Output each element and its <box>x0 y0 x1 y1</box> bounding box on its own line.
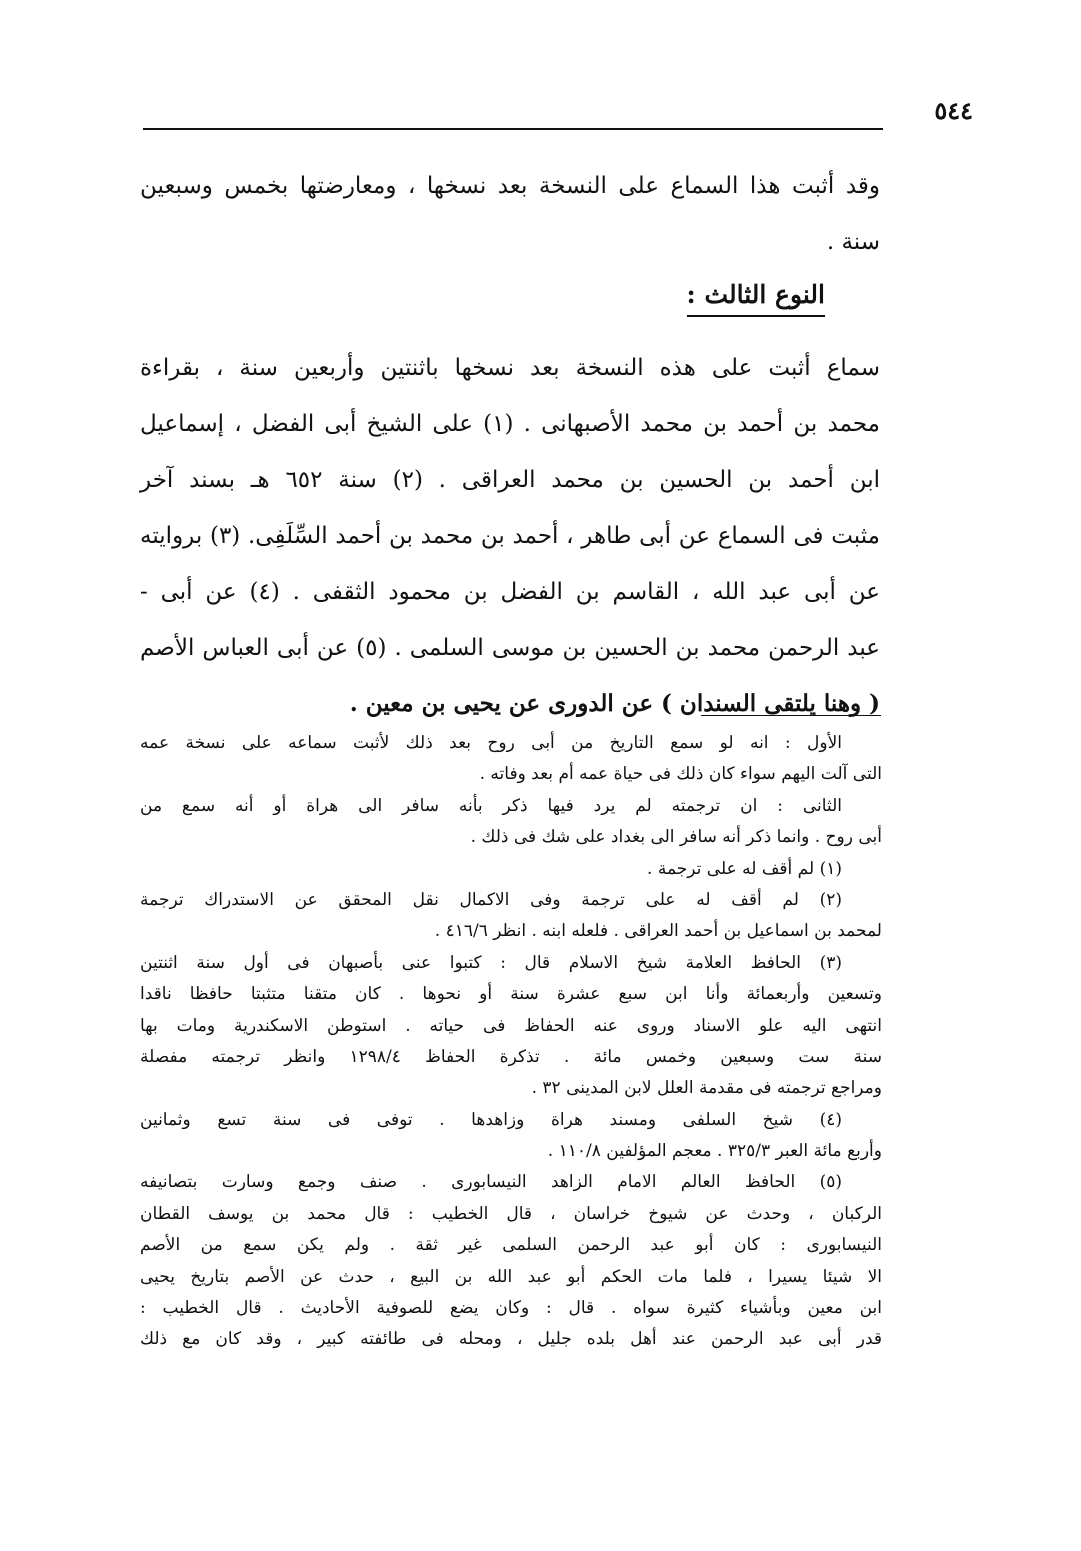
main-line: محمد بن أحمد بن محمد الأصبهانى . (١) على الشيخ أبى الفضل ، إسماعيل <box>140 411 880 437</box>
footnote-line: وتسعين وأربعمائة وأنا ابن سبع عشرة سنة أو نحوها . كان متقنا متثبتا حافظا ناقدا <box>140 984 882 1005</box>
footnotes <box>140 728 882 1356</box>
footnote-line: الأول : انه لو سمع التاريخ من أبى روح بعد ذلك لأثبت سماعه على نسخة عمه <box>140 733 842 753</box>
footnote-line: الثانى : ان ترجمته لم يرد فيها ذكر بأنه سافر الى هراة أو أنه سمع من <box>140 795 842 816</box>
footnote-line: (٣) الحافظ العلامة شيخ الاسلام قال : كتبوا عنى بأصبهان فى أول سنة اثنتين <box>140 952 842 973</box>
intro-paragraph <box>140 158 880 270</box>
footnote-line: وأربع مائة العبر ٣٢٥/٣ . معجم المؤلفين ١١٠/٨ . <box>547 1141 882 1162</box>
footnote-line: التى آلت اليهم سواء كان ذلك فى حياة عمه أم بعد وفاته . <box>479 764 882 785</box>
footnote-line: الا شيئا يسيرا ، فلما مات الحكم أبو عبد الله بن البيع ، حدث عن الأصم بتاريخ يحيى <box>140 1266 882 1287</box>
main-line: عبد الرحمن محمد بن الحسين بن موسى السلمى . (٥) عن أبى العباس الأصم <box>140 635 881 661</box>
header-rule <box>143 128 883 130</box>
main-line: مثبت فى السماع عن أبى طاهر ، أحمد بن محمد بن أحمد السِّلَفِى. (٣) بروايته <box>140 523 880 549</box>
footnote-line: النيسابورى : كان أبو عبد الرحمن السلمى غير ثقة . ولم يكن سمع من الأصم <box>140 1235 882 1256</box>
intro-line: وقد أثبت هذا السماع على النسخة بعد نسخها ، ومعارضتها بخمس وسبعين <box>140 173 880 199</box>
footnote-rule <box>701 715 881 716</box>
footnote-line: ومراجع ترجمته فى مقدمة العلل لابن المدينى ٣٢ . <box>531 1078 882 1099</box>
main-line: ( وهنا يلتقى السندان ) عن الدورى عن يحيى بن معين . <box>349 690 880 717</box>
intro-line: سنة . <box>826 229 880 255</box>
footnote-line: (١) لم أقف له على ترجمة . <box>647 858 842 879</box>
main-paragraph <box>140 340 880 732</box>
footnote-line: ابن معين وبأشياء كثيرة سواه . قال : وكان يضع للصوفية الأحاديث . قال الخطيب : <box>140 1298 882 1319</box>
footnote-line: قدر أبى عبد الرحمن عند أهل بلده جليل ، ومحله فى طائفته كبير ، وقد كان مع ذلك <box>140 1329 882 1350</box>
footnote-line: سنة ست وسبعين وخمس مائة . تذكرة الحفاظ ١٢٩٨/٤ وانظر ترجمته مفصلة <box>140 1046 882 1067</box>
footnote-line: (٤) شيخ السلفى ومسند هراة وزاهدها . توفى فى سنة تسع وثمانين <box>140 1109 842 1130</box>
section-heading: النوع الثالث : <box>687 280 825 317</box>
footnote-line: (٥) الحافظ العالم الامام الزاهد النيسابورى . صنف وجمع وسارت بتصانيفه <box>140 1172 842 1193</box>
footnote-line: لمحمد بن اسماعيل بن أحمد العراقى . فلعله ابنه . انظر ٤١٦/٦ . <box>434 921 882 942</box>
footnote-line: (٢) لم أقف له على ترجمة وفى الاكمال نقل المحقق عن الاستدراك ترجمة <box>140 889 842 910</box>
main-line: ابن أحمد بن الحسين بن محمد العراقى . (٢) سنة ٦٥٢ هـ بسند آخر <box>140 467 881 493</box>
page-number: ٥٤٤ <box>934 96 973 125</box>
footnote-line: انتهى اليه علو الاسناد وروى عنه الحفاظ فى حياته . استوطن الاسكندرية ومات بها <box>140 1015 882 1036</box>
footnote-line: أبى روح . وانما ذكر أنه سافر الى بغداد على شك فى ذلك . <box>470 827 882 848</box>
footnote-line: الركبان ، وحدث عن شيوخ خراسان ، قال الخطيب : قال محمد بن يوسف القطان <box>140 1203 882 1224</box>
main-line: سماع أثبت على هذه النسخة بعد نسخها باثنتين وأربعين سنة ، بقراءة <box>140 355 880 381</box>
main-line: عن أبى عبد الله ، القاسم بن الفضل بن محمود الثقفى . (٤) عن أبى - <box>140 579 881 605</box>
